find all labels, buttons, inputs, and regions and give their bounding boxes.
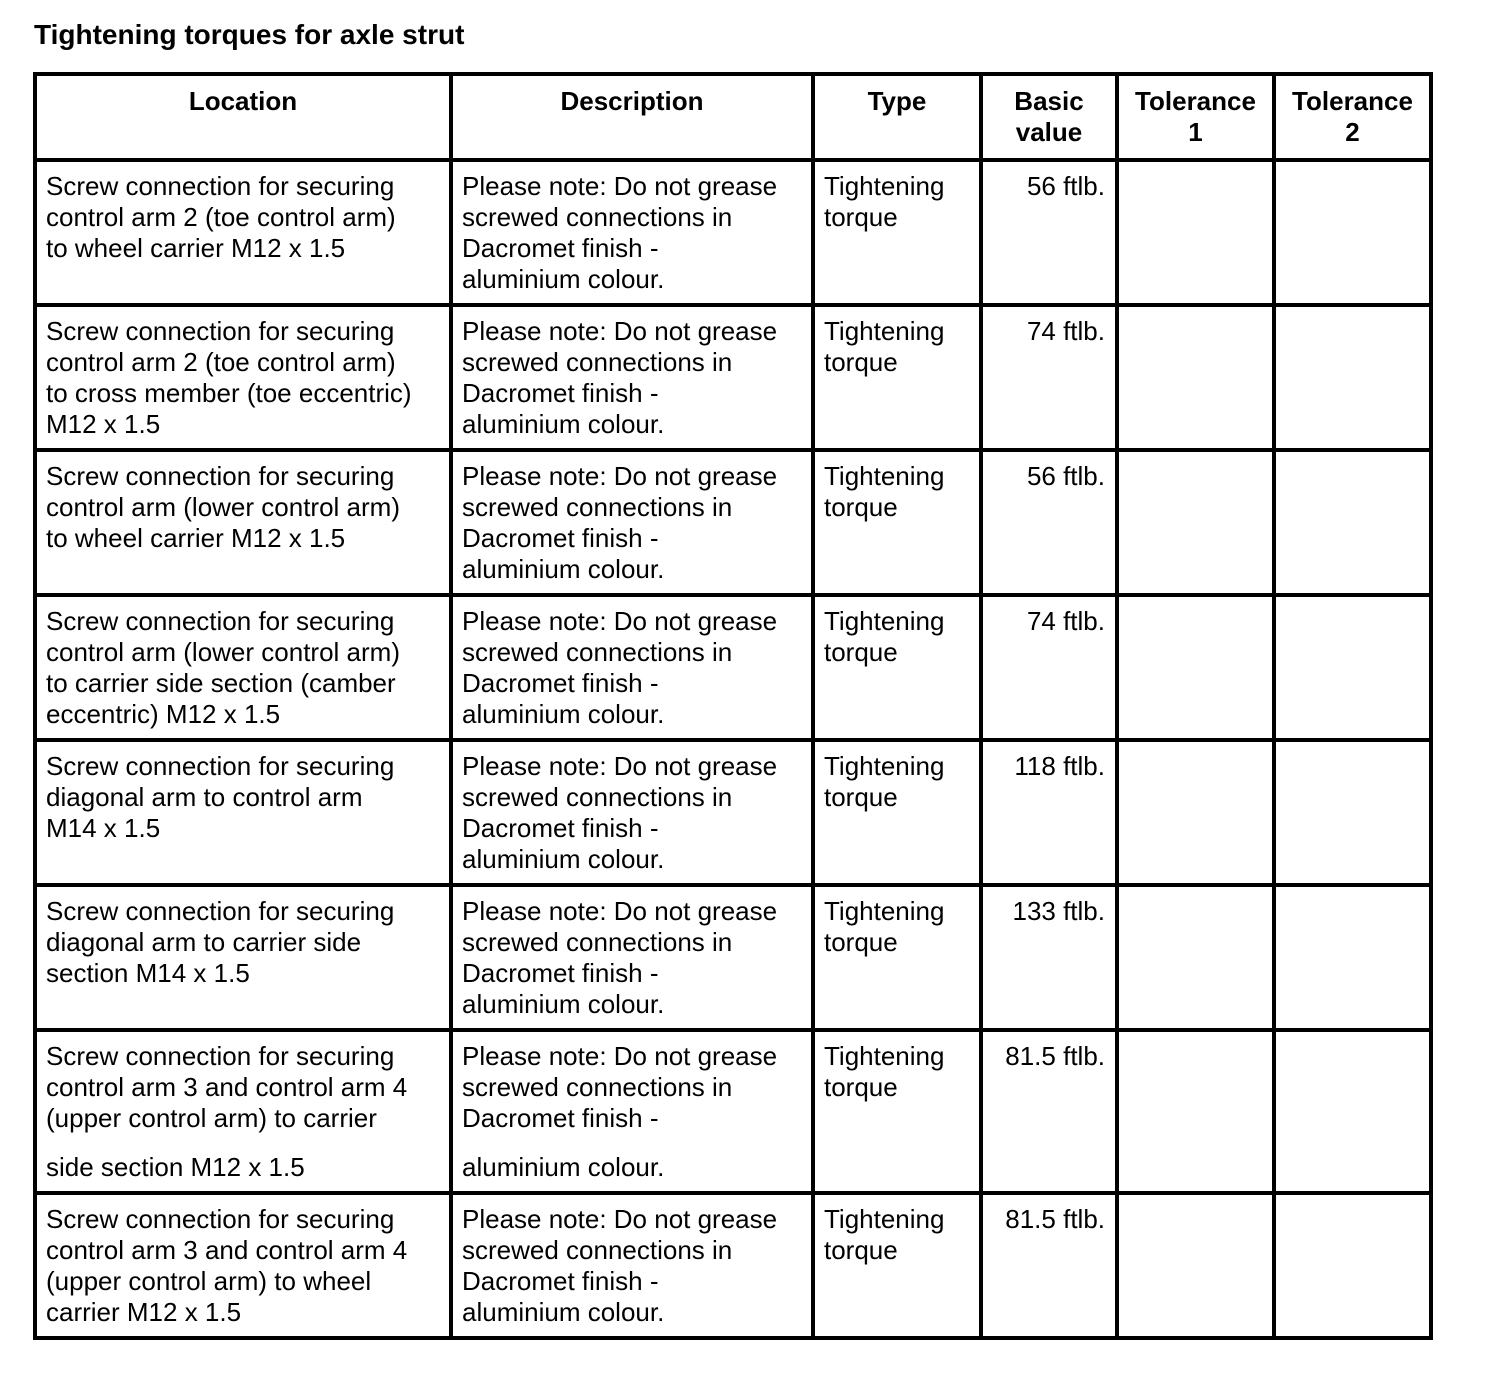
type-cell: Tightening torque	[813, 1030, 981, 1193]
header-tolerance-1: Tolerance 1	[1117, 74, 1274, 160]
location-cell: Screw connection for securing control arm 3 and control arm 4 (upper control arm) to carrier side section M12 x 1.5	[35, 1030, 451, 1193]
description-cell: Please note: Do not grease screwed connections in Dacromet finish - aluminium colour.	[451, 450, 813, 595]
description-cell: Please note: Do not grease screwed connections in Dacromet finish - aluminium colour.	[451, 1193, 813, 1338]
type-cell: Tightening torque	[813, 885, 981, 1030]
tolerance-1-cell	[1117, 1030, 1274, 1193]
tolerance-2-cell	[1274, 160, 1431, 305]
torque-table	[33, 72, 1433, 1340]
table-row	[35, 1193, 1431, 1338]
type-cell: Tightening torque	[813, 305, 981, 450]
tolerance-1-cell	[1117, 160, 1274, 305]
description-cell: Please note: Do not grease screwed connections in Dacromet finish - aluminium colour.	[451, 160, 813, 305]
tolerance-2-cell	[1274, 740, 1431, 885]
tolerance-1-cell	[1117, 595, 1274, 740]
table-row	[35, 885, 1431, 1030]
location-cell: Screw connection for securing control arm 2 (toe control arm) to wheel carrier M12 x 1.5	[35, 160, 451, 305]
tolerance-2-cell	[1274, 1030, 1431, 1193]
tolerance-2-cell	[1274, 1193, 1431, 1338]
location-cell: Screw connection for securing control arm (lower control arm) to wheel carrier M12 x 1.5	[35, 450, 451, 595]
table-row	[35, 450, 1431, 595]
type-cell: Tightening torque	[813, 740, 981, 885]
location-cell: Screw connection for securing control arm (lower control arm) to carrier side section (camber eccentric) M12 x 1.5	[35, 595, 451, 740]
description-cell: Please note: Do not grease screwed connections in Dacromet finish - aluminium colour.	[451, 1030, 813, 1193]
basic-value-cell: 56 ftlb.	[981, 450, 1117, 595]
description-cell: Please note: Do not grease screwed connections in Dacromet finish - aluminium colour.	[451, 595, 813, 740]
table-row	[35, 595, 1431, 740]
page-title: Tightening torques for axle strut	[34, 19, 465, 50]
type-cell: Tightening torque	[813, 595, 981, 740]
tolerance-1-cell	[1117, 885, 1274, 1030]
basic-value-cell: 81.5 ftlb.	[981, 1030, 1117, 1193]
tolerance-1-cell	[1117, 740, 1274, 885]
header-type: Type	[813, 74, 981, 160]
header-description: Description	[451, 74, 813, 160]
basic-value-cell: 118 ftlb.	[981, 740, 1117, 885]
description-cell: Please note: Do not grease screwed connections in Dacromet finish - aluminium colour.	[451, 740, 813, 885]
tolerance-1-cell	[1117, 305, 1274, 450]
basic-value-cell: 133 ftlb.	[981, 885, 1117, 1030]
type-cell: Tightening torque	[813, 1193, 981, 1338]
location-cell: Screw connection for securing control arm 3 and control arm 4 (upper control arm) to wheel carrier M12 x 1.5	[35, 1193, 451, 1338]
location-cell: Screw connection for securing diagonal arm to carrier side section M14 x 1.5	[35, 885, 451, 1030]
tolerance-2-cell	[1274, 885, 1431, 1030]
tolerance-2-cell	[1274, 305, 1431, 450]
header-tolerance-2: Tolerance 2	[1274, 74, 1431, 160]
table-header-row	[35, 74, 1431, 160]
basic-value-cell: 56 ftlb.	[981, 160, 1117, 305]
description-cell: Please note: Do not grease screwed connections in Dacromet finish - aluminium colour.	[451, 305, 813, 450]
tolerance-2-cell	[1274, 450, 1431, 595]
header-location: Location	[35, 74, 451, 160]
location-cell: Screw connection for securing control arm 2 (toe control arm) to cross member (toe eccentric) M12 x 1.5	[35, 305, 451, 450]
tolerance-1-cell	[1117, 450, 1274, 595]
basic-value-cell: 81.5 ftlb.	[981, 1193, 1117, 1338]
table-row	[35, 305, 1431, 450]
table-row	[35, 1030, 1431, 1193]
description-cell: Please note: Do not grease screwed connections in Dacromet finish - aluminium colour.	[451, 885, 813, 1030]
table-row	[35, 740, 1431, 885]
type-cell: Tightening torque	[813, 450, 981, 595]
table-row	[35, 160, 1431, 305]
basic-value-cell: 74 ftlb.	[981, 595, 1117, 740]
tolerance-2-cell	[1274, 595, 1431, 740]
location-cell: Screw connection for securing diagonal arm to control arm M14 x 1.5	[35, 740, 451, 885]
basic-value-cell: 74 ftlb.	[981, 305, 1117, 450]
tolerance-1-cell	[1117, 1193, 1274, 1338]
header-basic-value: Basic value	[981, 74, 1117, 160]
type-cell: Tightening torque	[813, 160, 981, 305]
